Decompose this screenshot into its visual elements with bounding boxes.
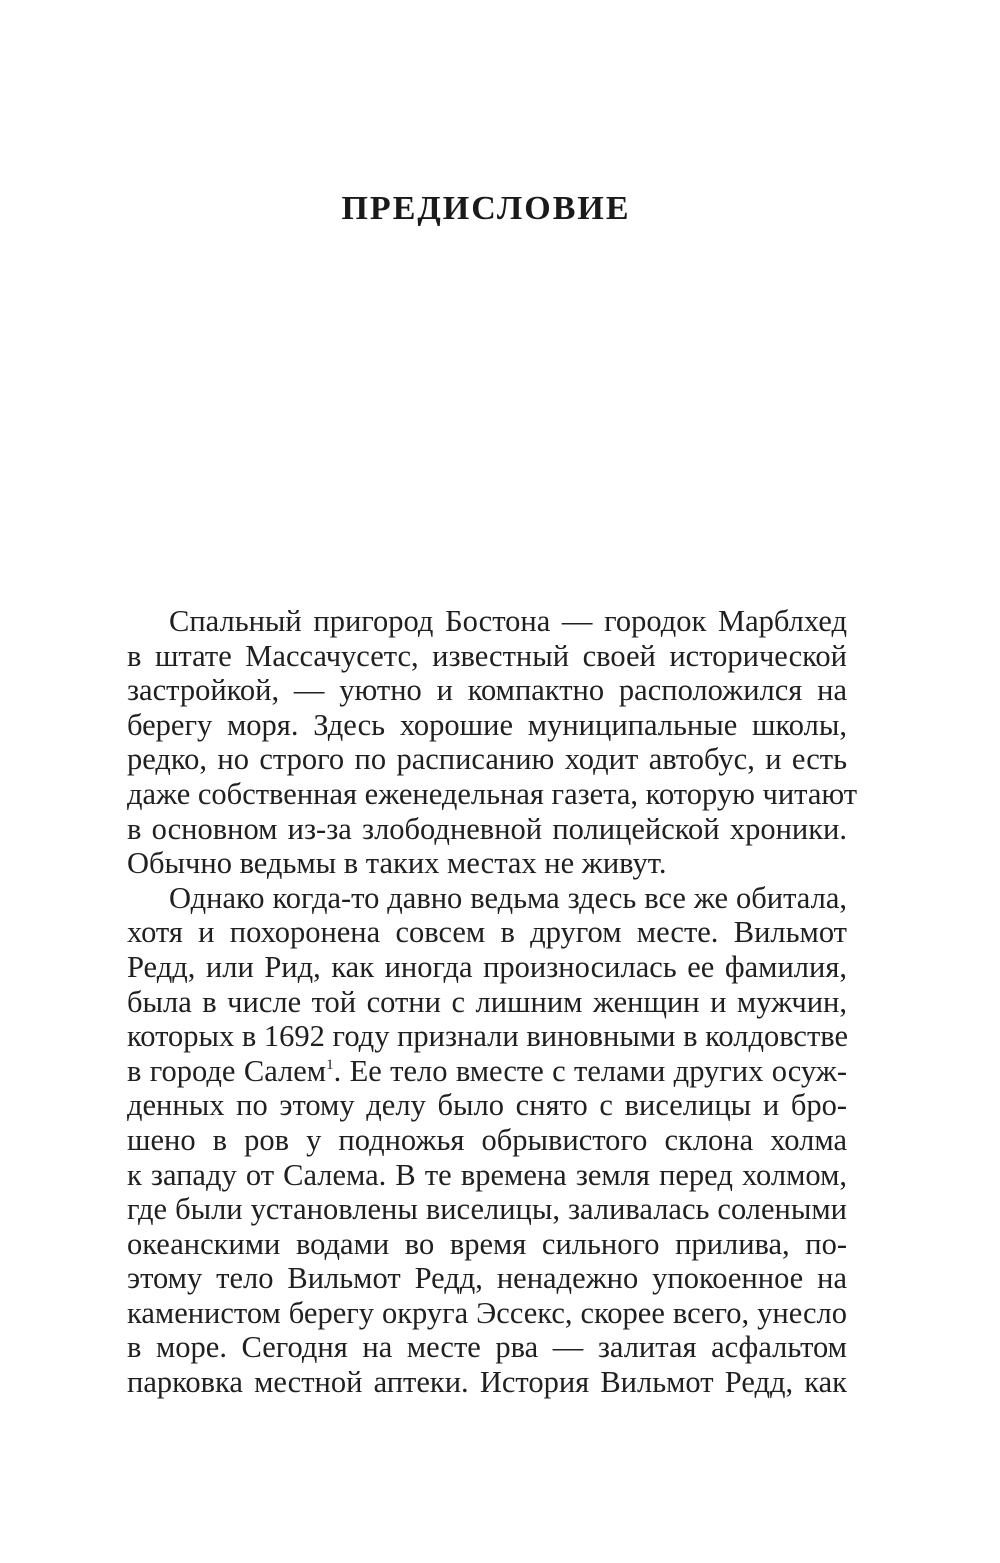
footnote-marker[interactable]: 1 — [326, 1056, 334, 1073]
text-line: даже собственная еженедельная газета, которую читают — [127, 776, 858, 811]
text-line: в основном из-за злободневной полицейской хроники. — [127, 811, 847, 846]
text-segment: в городе Салем — [127, 1053, 327, 1088]
text-line: океанскими водами во время сильного прилива, по- — [127, 1226, 847, 1261]
text-line: где были установлены виселицы, заливалась солеными — [127, 1192, 847, 1227]
text-line: этому тело Вильмот Редд, ненадежно упокоенное на — [127, 1261, 847, 1296]
text-line: застройкой, — уютно и компактно расположился на — [127, 673, 847, 708]
text-line: каменистом берегу округа Эссекс, скорее всего, унесло — [127, 1295, 847, 1330]
chapter-title: ПРЕДИСЛОВИЕ — [341, 190, 631, 227]
text-line: шено в ров у подножья обрывистого склона холма — [127, 1122, 847, 1157]
text-line: Спальный пригород Бостона — городок Марблхед — [169, 604, 847, 638]
text-line-with-footnote — [127, 1054, 847, 1089]
text-line: в море. Сегодня на месте рва — залитая асфальтом — [127, 1330, 847, 1365]
body-text — [127, 604, 858, 1400]
text-line: редко, но строго по расписанию ходит автобус, и есть — [127, 742, 847, 777]
text-line: берегу моря. Здесь хорошие муниципальные школы, — [127, 707, 847, 742]
text-line: была в числе той сотни с лишним женщин и мужчин, — [127, 984, 847, 1019]
text-line: которых в 1692 году признали виновными в колдовстве — [127, 1019, 849, 1054]
text-line: в штате Массачусетс, известный своей исторической — [127, 638, 847, 673]
text-line: парковка местной аптеки. История Вильмот Редд, как — [127, 1365, 847, 1400]
text-line: денных по этому делу было снято с виселицы и бро- — [127, 1088, 847, 1123]
text-segment: . Ее тело вместе с телами других осуж- — [333, 1053, 847, 1088]
text-line: Однако когда-то давно ведьма здесь все же обитала, — [169, 880, 847, 915]
text-line: к западу от Салема. В те времена земля перед холмом, — [127, 1157, 847, 1192]
text-line: Обычно ведьмы в таких местах не живут. — [127, 846, 667, 881]
text-line: хотя и похоронена совсем в другом месте. Вильмот — [127, 915, 847, 950]
text-line: Редд, или Рид, как иногда произносилась ее фамилия, — [127, 949, 847, 984]
